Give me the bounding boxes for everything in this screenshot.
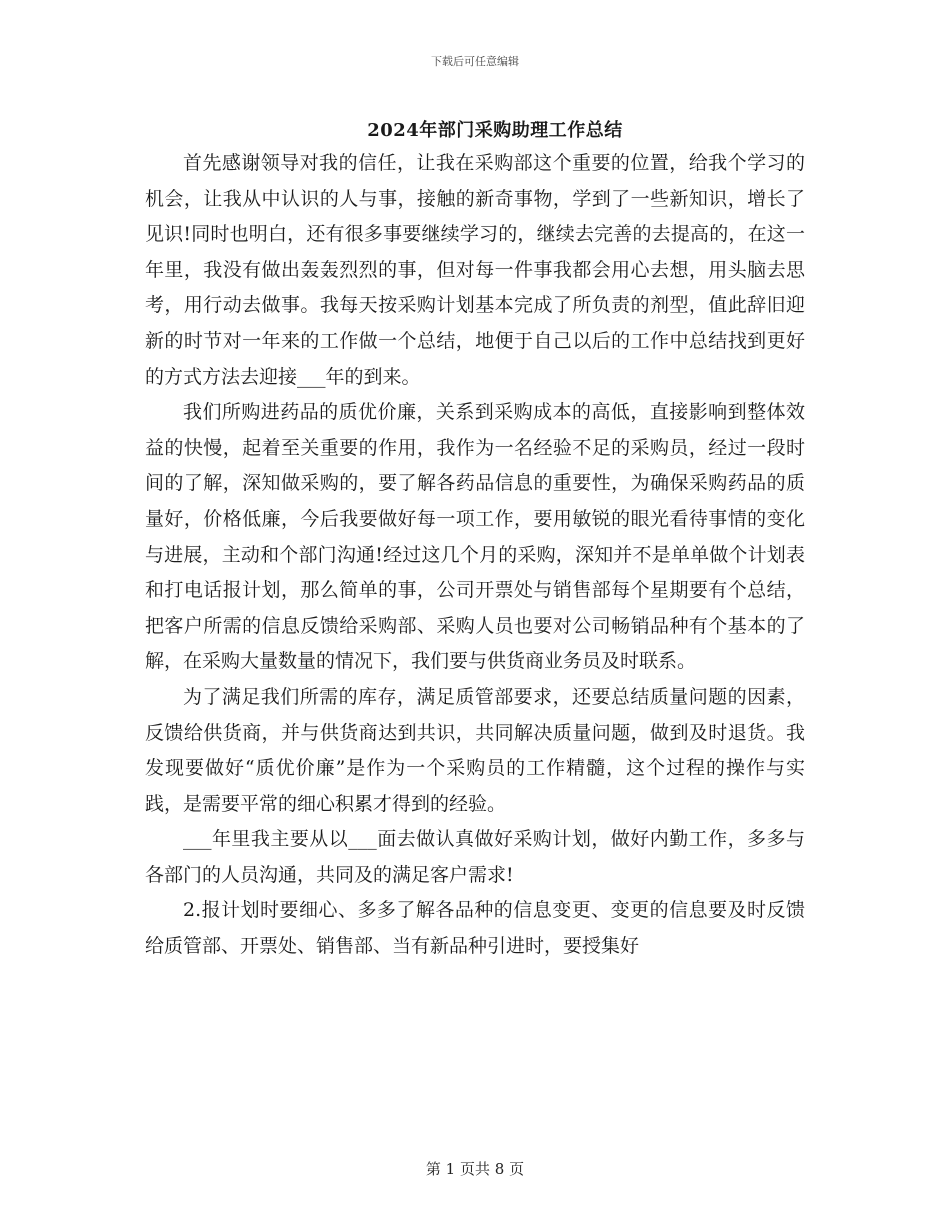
page-footer: 第 1 页共 8 页 <box>425 1160 525 1178</box>
paragraph-2: 我们所购进药品的质优价廉，关系到采购成本的高低，直接影响到整体效益的快慢，起着至关重要的作用，我作为一名经验不足的采购员，经过一段时间的了解，深知做采购的，要了解各药品信息的重要性，为确保采购药品的质量好，价格低廉，今后我要做好每一项工作，要用敏锐的眼光看待事情的变化与进展，主动和个部门沟通!经过这几个月的采购，深知并不是单单做个计划表和打电话报计划，那么简单的事，公司开票处与销售部每个星期要有个总结，把客户所需的信息反馈给采购部、采购人员也要对公司畅销品种有个基本的了解，在采购大量数量的情况下，我们要与供货商业务员及时联系。 <box>145 401 805 673</box>
paragraph-3: 为了满足我们所需的库存，满足质管部要求，还要总结质量问题的因素，反馈给供货商，并与供货商达到共识，共同解决质量问题，做到及时退货。我发现要做好“质优价廉”是作为一个采购员的工作精髓，这个过程的操作与实践，是需要平常的细心积累才得到的经验。 <box>145 685 805 815</box>
paragraph-1: 首先感谢领导对我的信任，让我在采购部这个重要的位置，给我个学习的机会，让我从中认识的人与事，接触的新奇事物，学到了一些新知识，增长了见识!同时也明白，还有很多事要继续学习的，继续去完善的去提高的，在这一年里，我没有做出轰轰烈烈的事，但对每一件事我都会用心去想，用头脑去思考，用行动去做事。我每天按采购计划基本完成了所负责的剂型，值此辞旧迎新的时节对一年来的工作做一个总结，地便于自己以后的工作中总结找到更好的方式方法去迎接___年的到来。 <box>145 152 805 388</box>
paragraph-5: 2.报计划时要细心、多多了解各品种的信息变更、变更的信息要及时反馈给质管部、开票处、销售部、当有新品种引进时，要授集好 <box>145 899 805 958</box>
document-title: 2024年部门采购助理工作总结 <box>367 120 623 141</box>
header-note: 下载后可任意编辑 <box>431 55 519 68</box>
paragraph-4: ___年里我主要从以___面去做认真做好采购计划，做好内勤工作，多多与各部门的人员沟通，共同及的满足客户需求! <box>145 828 805 886</box>
document-body <box>145 146 805 965</box>
